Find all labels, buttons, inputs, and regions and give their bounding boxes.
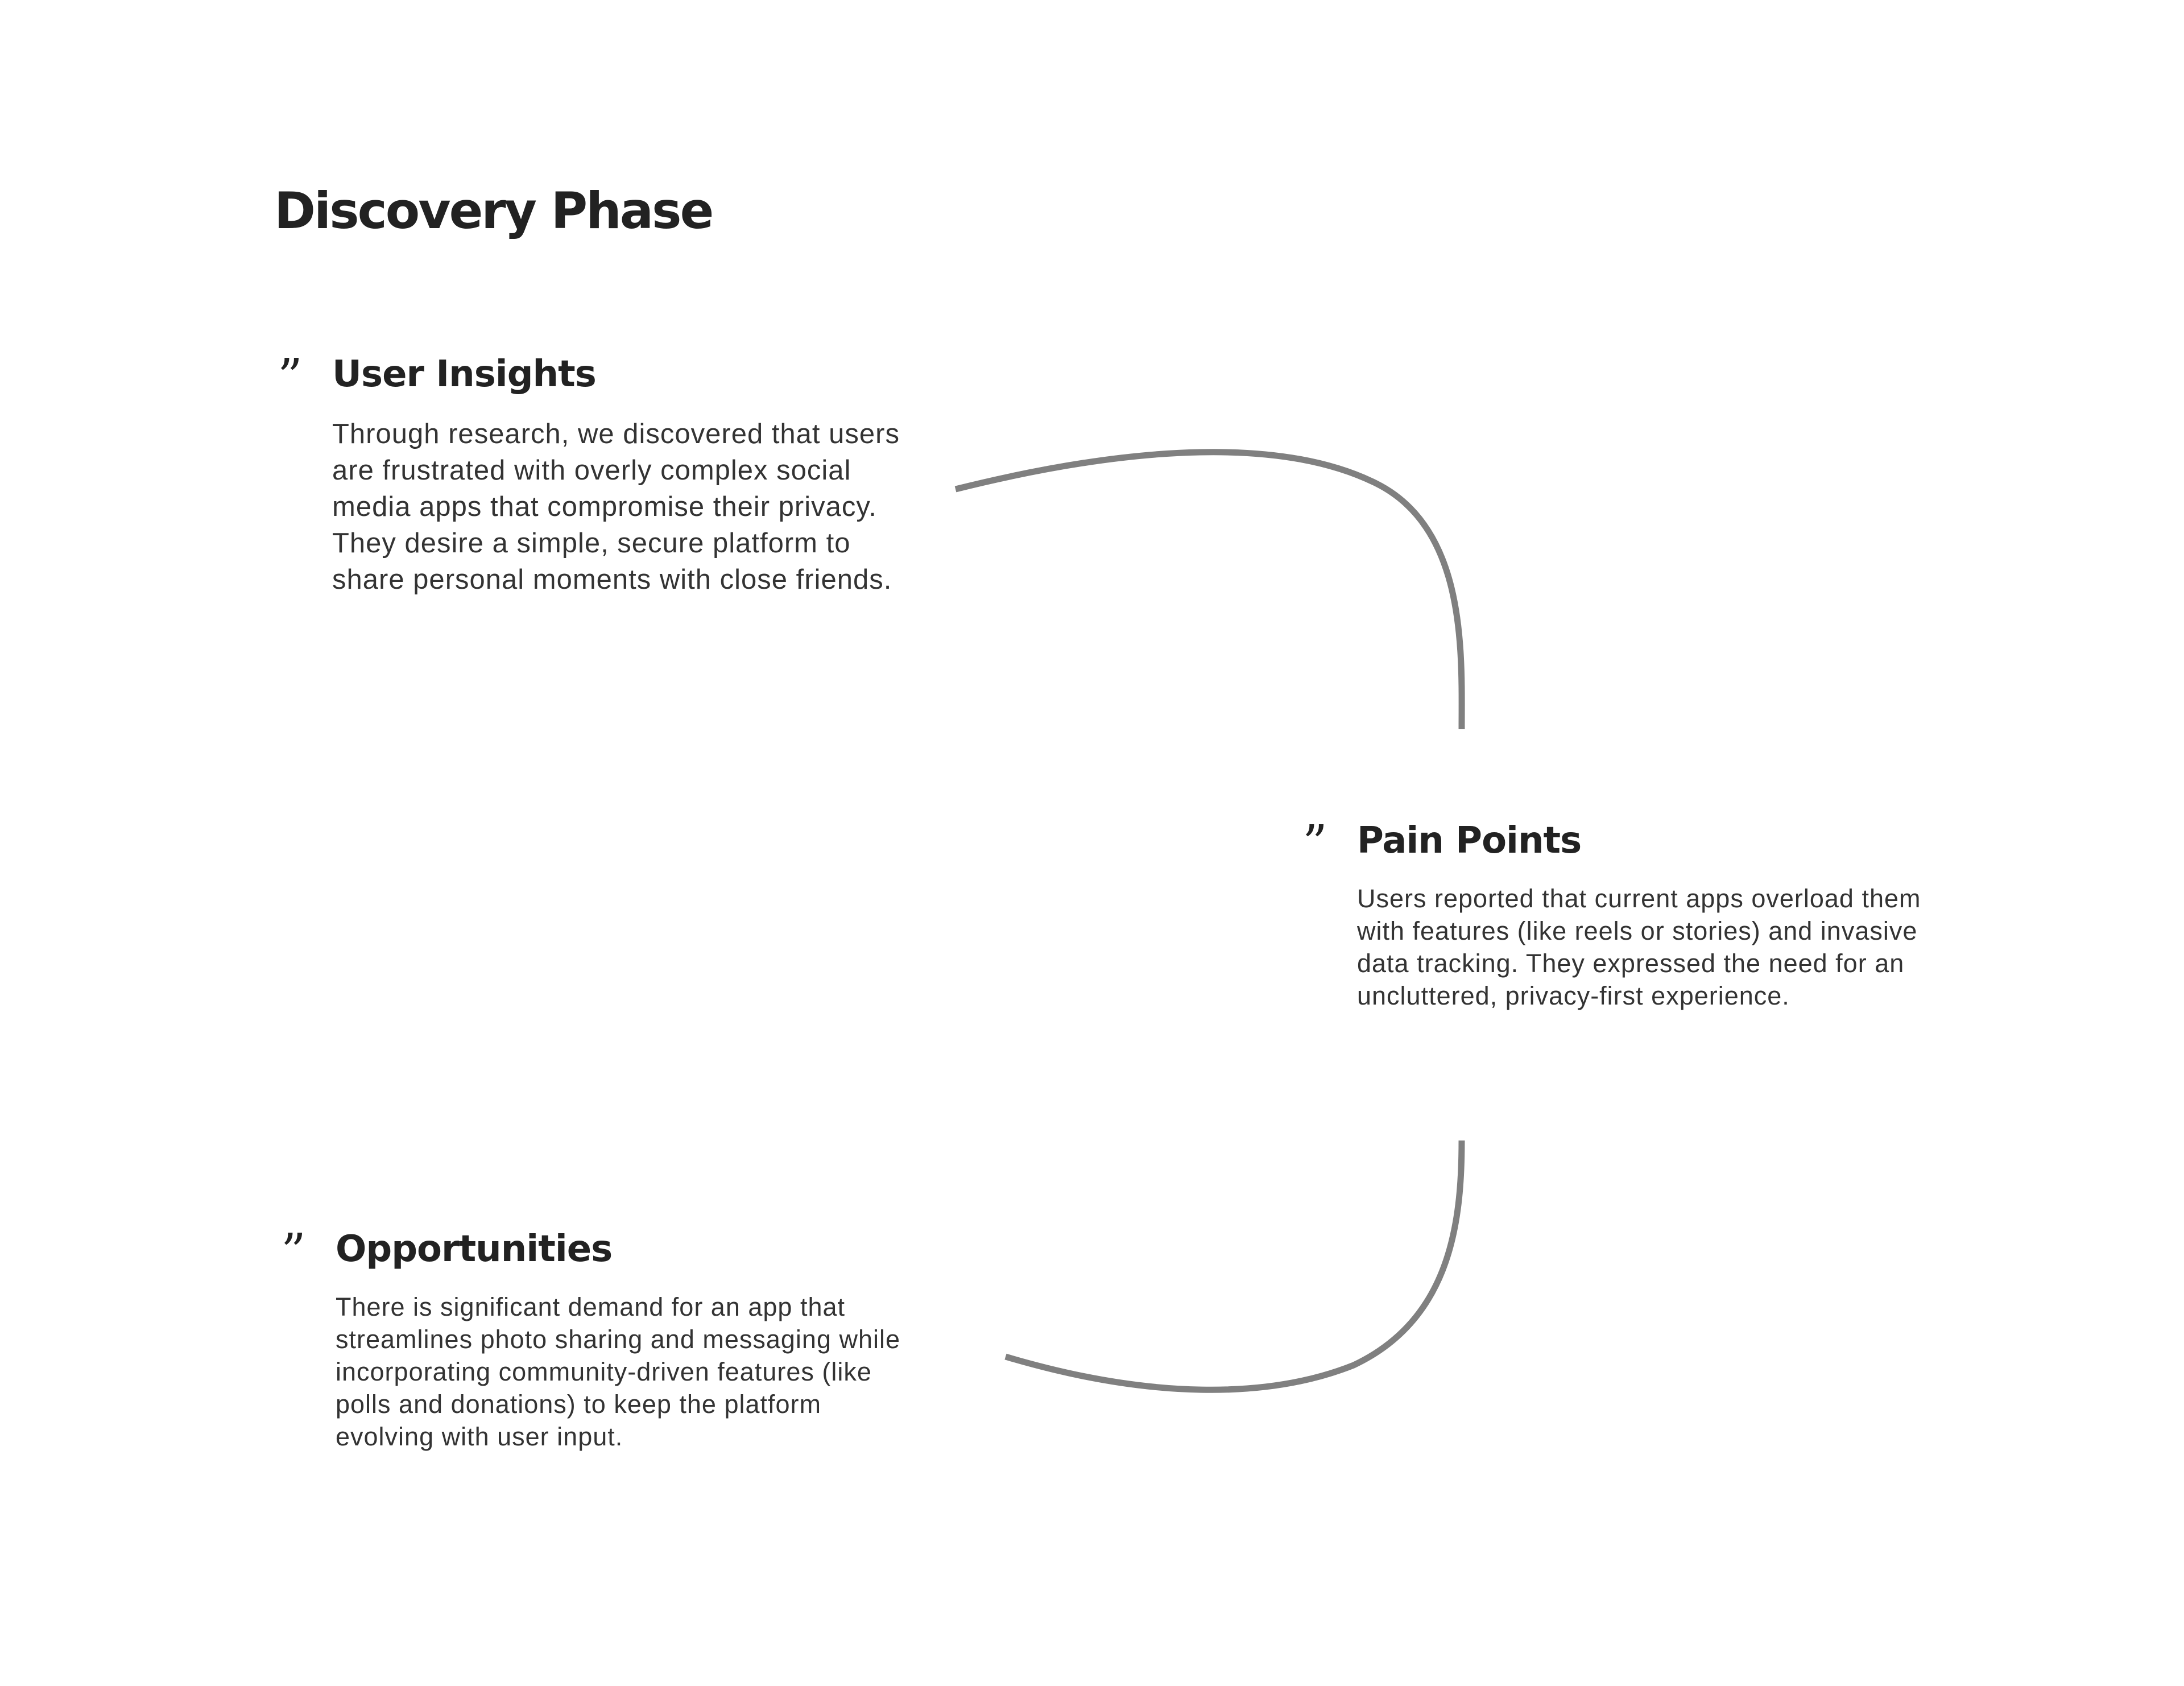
section-header (278, 353, 912, 396)
section-body-pain-points: Users reported that current apps overload them with features (like reels or stories) and invasive data tracking. They expressed the need for an uncluttered, privacy-first experience. (1357, 883, 1921, 1010)
section-title-user-insights: User Insights (332, 353, 596, 395)
quote-icon: ” (1302, 824, 1327, 858)
connector-insights-to-pain-points (956, 452, 1462, 729)
section-header (281, 1228, 904, 1271)
section-title-opportunities: Opportunities (336, 1228, 613, 1270)
connector-pain-points-to-opportunities (1006, 1140, 1462, 1390)
section-body-opportunities: There is significant demand for an app that streamlines photo sharing and messaging while incorporating community-driven features (like polls and donations) to keep the platform evolving with user input. (336, 1292, 901, 1451)
section-pain-points (1302, 819, 1937, 1012)
section-title-pain-points: Pain Points (1357, 820, 1582, 862)
section-header (1302, 819, 1937, 863)
section-user-insights (278, 353, 912, 598)
page-title: Discovery Phase (274, 181, 713, 240)
quote-icon: ” (281, 1232, 306, 1267)
section-opportunities (281, 1228, 904, 1453)
section-body-user-insights: Through research, we discovered that users are frustrated with overly complex social media apps that compromise their privacy. They desire a simple, secure platform to share personal moments with close friends. (332, 418, 900, 595)
quote-icon: ” (278, 357, 303, 392)
